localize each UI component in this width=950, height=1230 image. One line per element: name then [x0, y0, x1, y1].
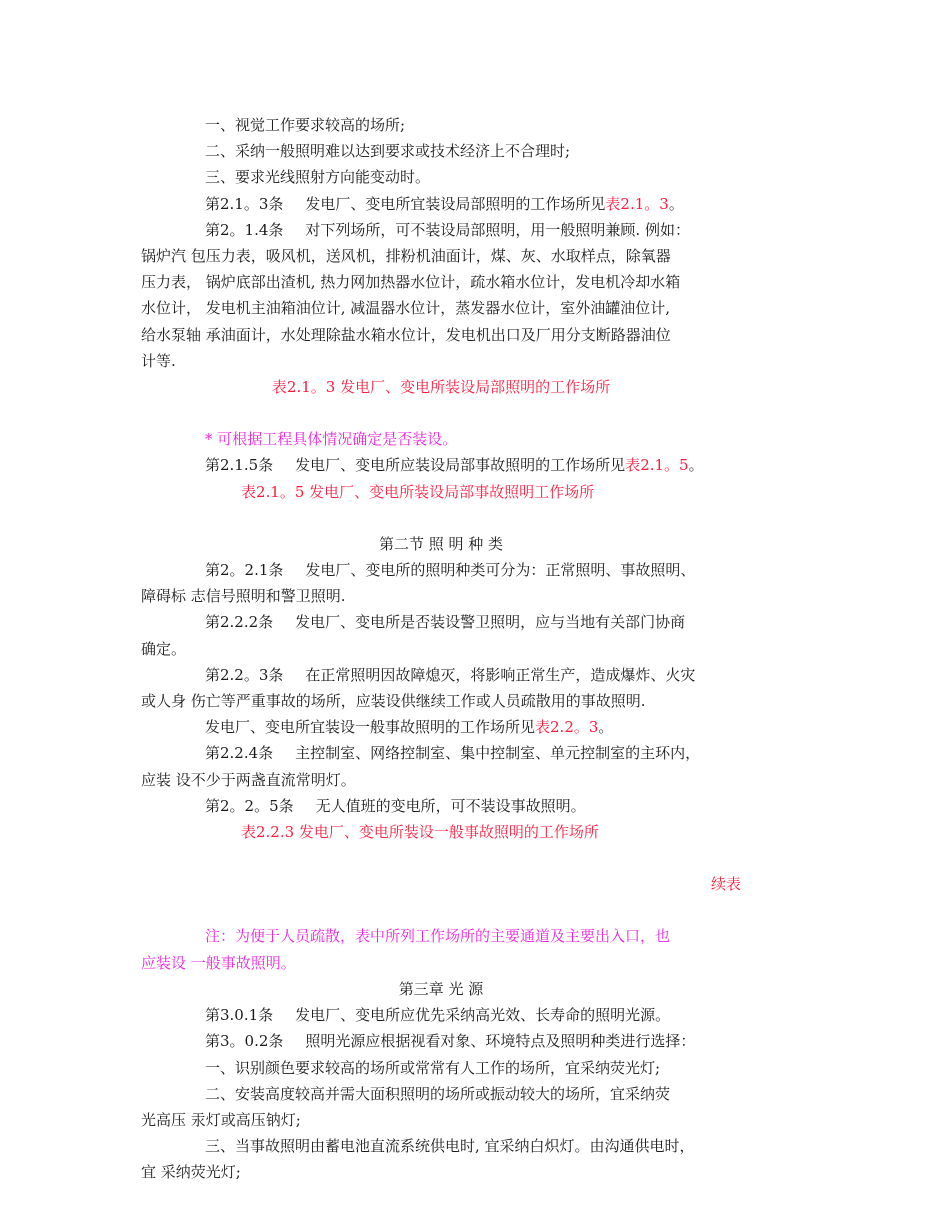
article-number: 第2.2。3条 [205, 665, 284, 684]
article-number: 第2.1。3条 [205, 194, 284, 213]
article-3-0-2 [141, 1028, 741, 1054]
article-number: 第2。1.4条 [205, 220, 284, 239]
light-source-item-2-cont: 光高压 汞灯或高压钠灯; [141, 1110, 301, 1129]
table-note-line-2: 应装设 一般事故照明。 [141, 953, 296, 972]
article-2-1-4-cont-1: 锅炉汽 包压力表，吸风机，送风机，排粉机油面计，煤、灰、水取样点，除氧器 [141, 247, 671, 266]
article-2-1-5: 第2.1.5条 发电厂、变电所应装设局部事故照明的工作场所见表2.1。5。 [205, 456, 704, 475]
light-source-item-2: 二、安装高度较高并需大面积照明的场所或振动较大的场所，宜采纳荧 [205, 1084, 671, 1103]
article-text: 发电厂、变电所应装设局部事故照明的工作场所见 [295, 456, 626, 475]
table-caption-2-2-3: 表2.2.3 发电厂、变电所装设一般事故照明的工作场所 [241, 823, 599, 842]
light-source-item-1: 一、识别颜色要求较高的场所或常常有人工作的场所，宜采纳荧光灯; [205, 1058, 661, 1077]
article-2-1-4-cont-3: 水位计， 发电机主油箱油位计, 减温器水位计，蒸发器水位计，室外油罐油位计, [141, 299, 671, 318]
article-2-1-3: 第2.1。3条 发电厂、变电所宜装设局部照明的工作场所见表2.1。3。 [205, 194, 684, 213]
section-title: 第二节 照 明 种 类 [378, 534, 504, 553]
article-text: 无人值班的变电所，可不装设事故照明。 [315, 796, 586, 815]
article-2-2-3 [141, 662, 741, 688]
article-number: 第2。2。5条 [205, 796, 294, 815]
article-text: 发电厂、变电所是否装设警卫照明，应与当地有关部门协商 [295, 613, 686, 632]
table-caption-2-1-5: 表2.1。5 发电厂、变电所装设局部事故照明工作场所 [241, 482, 595, 501]
table-reference: 表2.1。3 [605, 194, 669, 213]
continued-label: 续表 [710, 875, 741, 894]
clause-item-2: 二、采纳一般照明难以达到要求或技术经济上不合理时; [205, 142, 571, 161]
article-2-2-2-cont: 确定。 [141, 639, 187, 658]
article-text: 发电厂、变电所的照明种类可分为：正常照明、事故照明、 [305, 561, 696, 580]
article-2-1-4 [141, 217, 741, 243]
article-number: 第2。2.1条 [205, 561, 284, 580]
clause-item-1: 一、视觉工作要求较高的场所; [205, 116, 406, 134]
article-number: 第3。0.2条 [205, 1032, 284, 1051]
article-number: 第2.1.5条 [205, 456, 274, 475]
clause-item-3: 三、要求光线照射方向能变动时。 [205, 168, 431, 187]
table-caption-2-1-3: 表2.1。3 发电厂、变电所装设局部照明的工作场所 [271, 378, 611, 397]
light-source-item-3: 三、当事故照明由蓄电池直流系统供电时, 宜采纳白炽灯。由沟通供电时， [205, 1137, 695, 1156]
article-2-2-4-cont: 应装 设不少于两盏直流常明灯。 [141, 770, 356, 789]
article-3-0-1 [141, 1002, 741, 1028]
article-text: 对下列场所，可不装设局部照明，用一般照明兼顾. 例如： [305, 220, 690, 239]
article-2-2-2 [141, 609, 741, 635]
table-note-line-1: 注：为便于人员疏散，表中所列工作场所的主要通道及主要出入口，也 [205, 927, 671, 946]
article-2-2-4 [141, 740, 741, 766]
article-2-2-3-cont: 或人身 伤亡等严重事故的场所，应装设供继续工作或人员疏散用的事故照明. [141, 692, 646, 711]
article-2-2-1-cont: 障碍标 志信号照明和警卫照明. [141, 587, 346, 606]
article-number: 第3.0.1条 [205, 1006, 274, 1025]
article-2-1-4-cont-5: 计等. [141, 351, 176, 370]
article-2-1-4-cont-4: 给水泵轴 承油面计，水处理除盐水箱水位计，发电机出口及厂用分支断路器油位 [141, 325, 671, 344]
article-number: 第2.2.4条 [205, 744, 274, 763]
table-reference: 表2.2。3 [535, 718, 599, 737]
table-footnote: * 可根据工程具体情况确定是否装设。 [205, 430, 458, 449]
document-body [141, 112, 741, 1186]
article-text: 主控制室、网络控制室、集中控制室、单元控制室的主环内， [295, 744, 701, 763]
table-reference: 表2.1。5 [625, 456, 689, 475]
article-text: 照明光源应根据视看对象、环境特点及照明种类进行选择： [305, 1032, 696, 1051]
article-text: 发电厂、变电所宜装设局部照明的工作场所见 [305, 194, 606, 213]
article-2-2-5 [141, 793, 741, 819]
article-2-2-1 [141, 557, 741, 583]
article-text: 在正常照明因故障熄灭，将影响正常生产，造成爆炸、火灾 [305, 665, 696, 684]
article-2-2-3-para-2: 发电厂、变电所宜装设一般事故照明的工作场所见表2.2。3。 [205, 718, 614, 737]
light-source-item-3-cont: 宜 采纳荧光灯; [141, 1163, 241, 1182]
article-2-1-4-cont-2: 压力表， 锅炉底部出渣机, 热力网加热器水位计，疏水箱水位计，发电机冷却水箱 [141, 273, 681, 292]
article-number: 第2.2.2条 [205, 613, 274, 632]
article-text: 发电厂、变电所应优先采纳高光效、长寿命的照明光源。 [295, 1006, 671, 1025]
chapter-title: 第三章 光 源 [398, 979, 484, 998]
